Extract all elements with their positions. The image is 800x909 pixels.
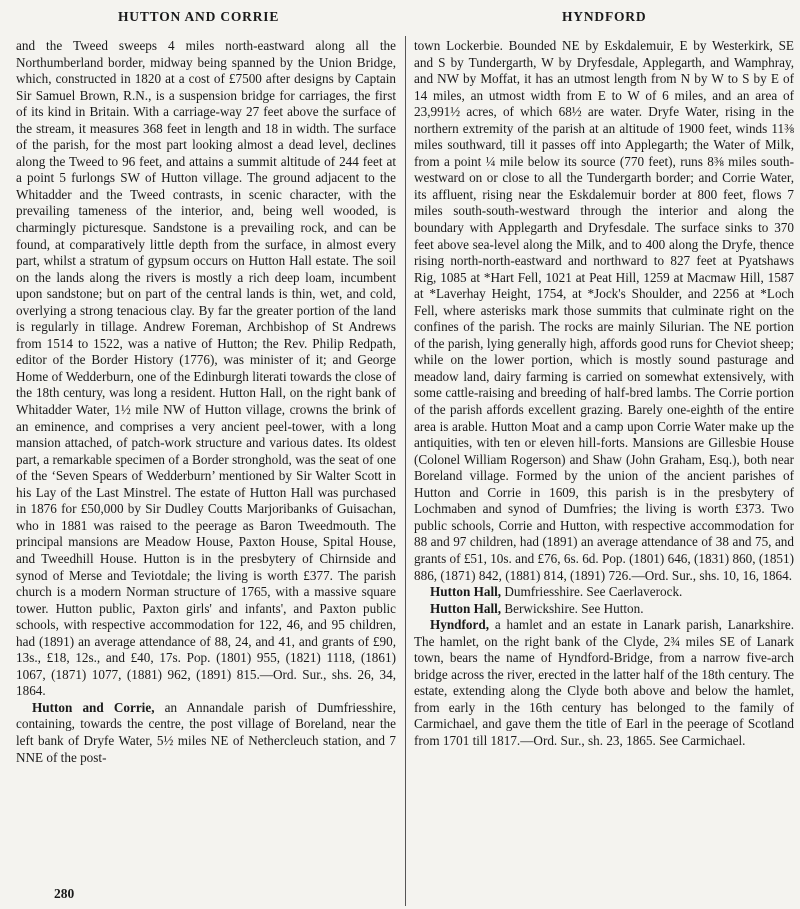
running-head-right: HYNDFORD bbox=[562, 9, 647, 24]
entry-text: Dumfriesshire. See Caerlaverock. bbox=[501, 584, 683, 600]
entry-title: Hutton and Corrie, bbox=[32, 699, 155, 715]
hutton-hall-berwickshire-entry bbox=[414, 601, 794, 618]
entry-title: Hutton Hall, bbox=[430, 600, 502, 616]
entry-title: Hyndford, bbox=[430, 617, 489, 633]
running-head-left: HUTTON AND CORRIE bbox=[118, 9, 280, 24]
column-divider bbox=[405, 36, 406, 906]
entry-text: a hamlet and an estate in Lanark parish, Lanarkshire. The hamlet, on the right bank of the Clyde, 2¾ miles SE of Lanark town, bears the name of Hyndford-Bridge, from a narrow five-arch bridge across the river, erected in the latter half of the 18th century. The estate, extending along the Clyde both above and below the hamlet, from early in the 16th century has belonged to the family of Carmichael, and gave them the title of Earl in the peerage of Scotland from 1701 till 1817.—Ord. Sur., sh. 23, 1865. See Carmichael. bbox=[414, 617, 794, 748]
hutton-and-corrie-entry bbox=[16, 700, 396, 766]
hutton-and-corrie-continuation: town Lockerbie. Bounded NE by Eskdalemuir, E by Westerkirk, SE and S by Tundergarth, W by Dryfesdale, Applegarth, and Wamphray, and NW by Moffat, it has an utmost length from N by W to S by E of 14 miles, an utmost width from E to W of 6 miles, and an area of 23,991½ acres, of which 68½ are water. Dryfe Water, rising in the northern extremity of the parish at an altitude of 1900 feet, winds 11⅜ miles southward, till it passes off into Applegarth; the Water of Milk, from a point ¼ mile below its source (770 feet), runs 8⅜ miles south-westward on or close to all the Tundergarth border; and Corrie Water, its affluent, rising near the Eskdalemuir border at 800 feet, flows 7 miles south-south-westward through the interior and along the boundary with Applegarth and Dryfesdale. The surface sinks to 370 feet above sea-level along the Milk, and to 400 along the Dryfe, thence rising north-north-eastward and northward to 827 feet at Pyatshaws Rig, 1085 at *Hart Fell, 1021 at Peat Hill, 1259 at Macmaw Hill, 1587 at *Laverhay Height, 1754, at *Jock's Shoulder, and 2256 at *Loch Fell, where asterisks mark those summits that culminate right on the confines of the parish. The rocks are mainly Silurian. The NE portion of the parish, lying generally high, affords good runs for Cheviot sheep; while on the lower portion, which is mostly sound pasturage and meadow land, dairy farming is carried on somewhat extensively, with some cattle-raising and breeding of half-bred lambs. The Corrie portion of the parish affords excellent grazing. Barely one-eighth of the entire area is arable. Hutton Moat and a camp upon Corrie Water make up the antiquities, with ten or eleven hill-forts. Mansions are Gillesbie House (Colonel William Rogerson) and Shaw (John Graham, Esq.), both near Boreland village. Formed by the union of the ancient parishes of Hutton and Corrie in 1609, this parish is in the presbytery of Lochmaben and synod of Dumfries; the living is worth £373. Two public schools, Corrie and Hutton, with respective accommodation for 88 and 97 children, had (1891) an average attendance of 38 and 75, and grants of £51, 10s. and £76, 6s. 6d. Pop. (1801) 646, (1831) 860, (1851) 886, (1871) 842, (1881) 814, (1891) 726.—Ord. Sur., shs. 10, 16, 1864. bbox=[414, 38, 794, 583]
entry-text: Berwickshire. See Hutton. bbox=[501, 600, 644, 616]
hyndford-entry bbox=[414, 617, 794, 749]
entry-text: an Annandale parish of Dumfriesshire, containing, towards the centre, the post village of Boreland, near the left bank of Dryfe Water, 5½ miles NE of Nethercleuch station, and 7 NNE of the post- bbox=[16, 699, 397, 765]
hutton-entry-continuation: and the Tweed sweeps 4 miles north-eastward along all the Northumberland border, midway being spanned by the Union Bridge, which, constructed in 1820 at a cost of £7500 after designs by Captain Sir Samuel Brown, R.N., is a suspension bridge for carriages, the first of its kind in Britain. With a carriage-way 27 feet above the surface of the stream, it measures 368 feet in length and 18 in width. The surface of the parish, for the most part looking almost a dead level, declines along the Tweed to 96 feet, and attains a summit altitude of 244 feet at a point 5 furlongs SW of Hutton village. The ground adjacent to the Whitadder and the Tweed contrasts, in scenic character, with the prevailing tameness of the interior, and, being well wooded, is charmingly picturesque. Sandstone is a prevailing rock, and can be found, at comparatively little depth from the surface, in almost every part, whilst a stratum of gypsum occurs on Hutton Hall estate. The soil on the lands along the rivers is mostly a rich deep loam, incumbent upon sandstone; but on part of the central lands is thin, wet, and cold, overlying a strong tenacious clay. By far the greater portion of the land is regularly in tillage. Andrew Foreman, Archbishop of St Andrews from 1514 to 1522, was a native of Hutton; the Rev. Philip Redpath, editor of the Border History (1776), was minister of it; and George Home of Wedderburn, one of the Edinburgh literati towards the close of the 18th century, was long a resident. Hutton Hall, on the right bank of Whitadder Water, 1½ mile NW of Hutton village, crowns the brink of an eminence, and comprises a very ancient peel-tower, with a long mansion attached, of patch-work structure and various dates. Its oldest part, a remarkable specimen of a Border stronghold, was the seat of one of the ‘Seven Spears of Wedderburn’ mentioned by Sir Walter Scott in his Lay of the Last Minstrel. The estate of Hutton Hall was purchased in 1876 for £50,000 by Sir Dudley Coutts Marjoribanks of Guisachan, who in 1881 was raised to the peerage as Baron Tweedmouth. The principal mansions are Meadow House, Paxton House, Spital House, and Tweedhill House. Hutton is in the presbytery of Chirnside and synod of Merse and Teviotdale; the living is worth £377. The parish church is a modern Norman structure of 1765, with a massive square tower. Hutton public, Paxton girls' and infants', and Paxton public schools, with respective accommodation for 122, 46, and 95 children, had (1891) an average attendance of 88, 24, and 41, and grants of £90, 13s., £18, 12s., and £40, 17s. Pop. (1801) 955, (1821) 1118, (1861) 1067, (1871) 1077, (1881) 962, (1891) 815.—Ord. Sur., shs. 26, 34, 1864. bbox=[16, 38, 396, 699]
left-column bbox=[16, 38, 396, 766]
page-number: 280 bbox=[54, 886, 75, 901]
right-column bbox=[414, 38, 794, 750]
entry-title: Hutton Hall, bbox=[430, 584, 502, 600]
hutton-hall-dumfriesshire-entry bbox=[414, 584, 794, 601]
